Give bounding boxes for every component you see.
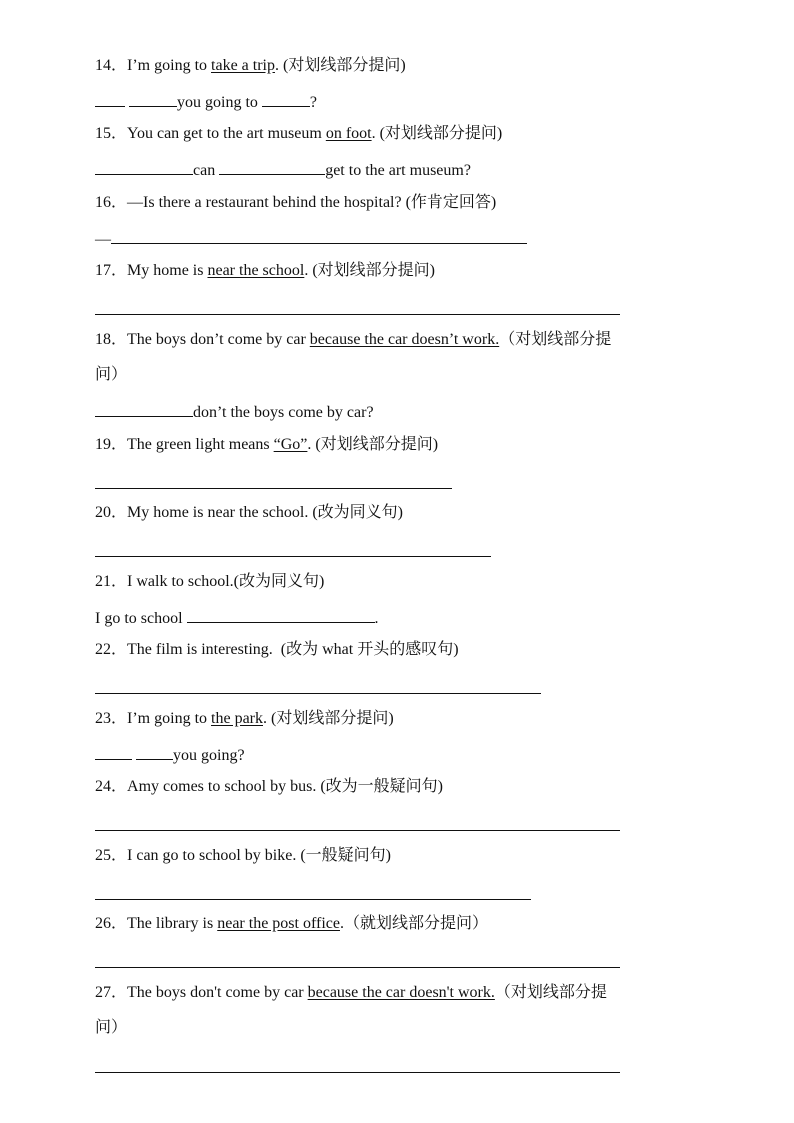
question-text: —Is there a restaurant behind the hospital? (作肯定回答) xyxy=(127,194,497,211)
question-text: My home is near the school. (改为同义句) xyxy=(127,504,403,521)
instruction: . (对划线部分提问) xyxy=(371,125,503,142)
question-26 xyxy=(95,914,488,934)
question-17 xyxy=(95,261,435,281)
underlined-phrase: the park xyxy=(211,710,263,727)
question-21 xyxy=(95,572,324,592)
instruction: 问） xyxy=(95,366,128,383)
question-number: 27． xyxy=(95,984,128,1001)
question-number: 15． xyxy=(95,125,128,142)
answer-blank[interactable] xyxy=(187,607,375,623)
question-text: I’m going to xyxy=(127,710,212,727)
question-text: The boys don’t come by car xyxy=(127,331,310,348)
answer-line-27[interactable] xyxy=(95,1072,620,1073)
question-number: 22． xyxy=(95,641,128,658)
answer-end: . xyxy=(374,610,379,627)
question-text: I’m going to xyxy=(127,57,212,74)
question-27 xyxy=(95,983,607,1003)
answer-blank[interactable] xyxy=(219,159,325,175)
instruction: .（就划线部分提问） xyxy=(339,915,488,932)
answer-line-19[interactable] xyxy=(95,488,452,489)
question-text: The library is xyxy=(127,915,218,932)
instruction: （对划线部分提 xyxy=(499,331,612,348)
question-text: The film is interesting. (改为 what 开头的感叹句) xyxy=(127,641,459,658)
answer-blank[interactable] xyxy=(136,744,173,760)
question-15 xyxy=(95,124,502,144)
answer-text: don’t the boys come by car? xyxy=(193,404,374,421)
instruction: . (对划线部分提问) xyxy=(307,436,439,453)
answer-line-17[interactable] xyxy=(95,314,620,315)
answer-blank[interactable] xyxy=(95,91,125,107)
instruction: . (对划线部分提问) xyxy=(274,57,406,74)
question-number: 18． xyxy=(95,331,128,348)
answer-18 xyxy=(95,401,374,423)
question-number: 26． xyxy=(95,915,128,932)
question-19 xyxy=(95,435,438,455)
instruction: （对划线部分提 xyxy=(494,984,607,1001)
answer-21 xyxy=(95,607,379,629)
underlined-phrase: on foot xyxy=(325,125,372,142)
instruction: 问） xyxy=(95,1019,128,1036)
answer-line-20[interactable] xyxy=(95,556,491,557)
question-text: The green light means xyxy=(127,436,274,453)
question-number: 16． xyxy=(95,194,128,211)
underlined-phrase: because the car doesn't work. xyxy=(307,984,495,1001)
answer-blank[interactable] xyxy=(262,91,310,107)
question-number: 23． xyxy=(95,710,128,727)
question-number: 14． xyxy=(95,57,128,74)
question-text: Amy comes to school by bus. (改为一般疑问句) xyxy=(127,778,443,795)
question-number: 21． xyxy=(95,573,128,590)
answer-blank[interactable] xyxy=(95,401,193,417)
answer-blank[interactable] xyxy=(129,91,177,107)
question-number: 17． xyxy=(95,262,128,279)
question-text: My home is xyxy=(127,262,208,279)
question-20 xyxy=(95,503,403,523)
question-text: You can get to the art museum xyxy=(127,125,326,142)
answer-text: you going to xyxy=(177,94,258,111)
answer-15 xyxy=(95,159,471,181)
question-text: The boys don't come by car xyxy=(127,984,308,1001)
question-text: I can go to school by bike. (一般疑问句) xyxy=(127,847,391,864)
question-16 xyxy=(95,193,496,213)
underlined-phrase: near the school xyxy=(207,262,305,279)
question-number: 24． xyxy=(95,778,128,795)
question-23 xyxy=(95,709,394,729)
question-27-cont xyxy=(95,1018,127,1038)
question-24 xyxy=(95,777,443,797)
answer-text: get to the art museum? xyxy=(325,162,471,179)
answer-line-26[interactable] xyxy=(95,967,620,968)
underlined-phrase: “Go” xyxy=(273,436,308,453)
answer-23 xyxy=(95,744,245,766)
answer-14 xyxy=(95,91,317,113)
underlined-phrase: take a trip xyxy=(211,57,275,74)
instruction: . (对划线部分提问) xyxy=(263,710,394,727)
underlined-phrase: near the post office xyxy=(217,915,340,932)
question-18-cont xyxy=(95,365,127,385)
answer-text: can xyxy=(193,162,216,179)
question-text: I walk to school.(改为同义句) xyxy=(127,573,325,590)
answer-16 xyxy=(95,228,527,250)
question-number: 19． xyxy=(95,436,128,453)
answer-line-25[interactable] xyxy=(95,899,531,900)
question-22 xyxy=(95,640,459,660)
answer-dash: — xyxy=(95,231,111,248)
question-number: 20． xyxy=(95,504,128,521)
answer-text: I go to school xyxy=(95,610,187,627)
answer-blank[interactable] xyxy=(95,744,132,760)
question-number: 25． xyxy=(95,847,128,864)
question-25 xyxy=(95,846,391,866)
answer-blank[interactable] xyxy=(95,159,193,175)
answer-line-22[interactable] xyxy=(95,693,541,694)
answer-blank[interactable] xyxy=(111,228,527,244)
answer-end: ? xyxy=(309,94,317,111)
question-18 xyxy=(95,330,611,350)
answer-text: you going? xyxy=(173,747,245,764)
instruction: . (对划线部分提问) xyxy=(304,262,435,279)
underlined-phrase: because the car doesn’t work. xyxy=(309,331,500,348)
question-14 xyxy=(95,56,406,76)
answer-line-24[interactable] xyxy=(95,830,620,831)
